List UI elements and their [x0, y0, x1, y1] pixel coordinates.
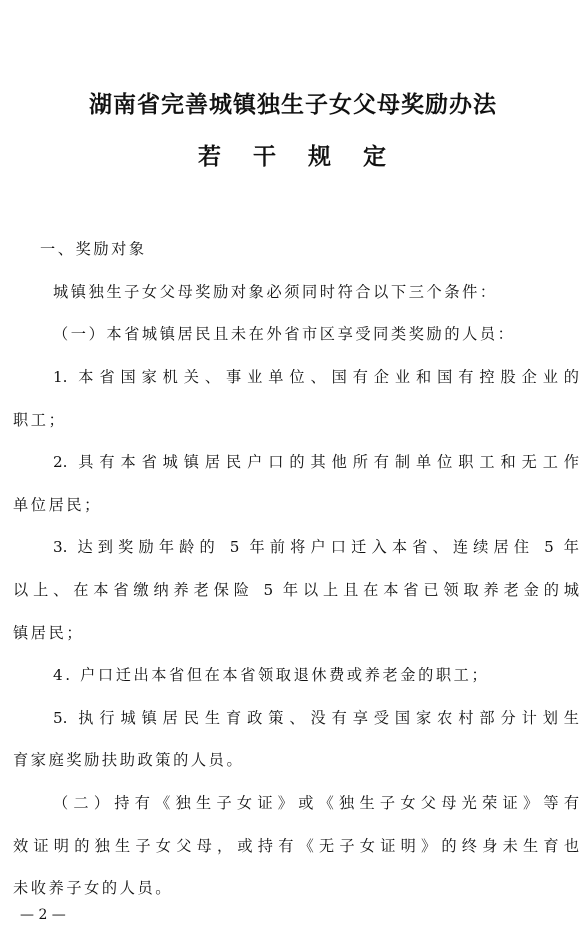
paragraph-line: 未收养子女的人员。 [13, 879, 174, 897]
paragraph-line: 单位居民； [13, 496, 102, 514]
paragraph-line: 镇居民； [13, 624, 85, 642]
list-item-2: 2. 具有本省城镇居民户口的其他所有制单位职工和无工作 [53, 453, 579, 471]
paragraph-line: 城镇独生子女父母奖励对象必须同时符合以下三个条件： [53, 283, 498, 301]
document-title: 湖南省完善城镇独生子女父母奖励办法 [89, 92, 497, 118]
condition-heading-1: （一）本省城镇居民且未在外省市区享受同类奖励的人员： [53, 325, 516, 343]
page-number: — 2 — [20, 907, 66, 923]
list-item-3: 3. 达到奖励年龄的 5 年前将户口迁入本省、连续居住 5 年 [53, 538, 579, 556]
paragraph-line: 以上、在本省缴纳养老保险 5 年以上且在本省已领取养老金的城 [13, 581, 579, 599]
paragraph-line: 效证明的独生子女父母，或持有《无子女证明》的终身未生育也 [13, 837, 579, 855]
list-item-1: 1. 本省国家机关、事业单位、国有企业和国有控股企业的 [53, 368, 579, 386]
document-subtitle: 若干规定 [198, 144, 418, 170]
paragraph-line: 职工； [13, 411, 67, 429]
section-heading-reward-targets: 一、奖励对象 [40, 240, 147, 258]
condition-heading-2: （二）持有《独生子女证》或《独生子女父母光荣证》等有 [53, 794, 579, 812]
list-item-5: 5. 执行城镇居民生育政策、没有享受国家农村部分计划生 [53, 709, 579, 727]
paragraph-line: 育家庭奖励扶助政策的人员。 [13, 751, 245, 769]
list-item-4: 4. 户口迁出本省但在本省领取退休费或养老金的职工； [53, 666, 490, 684]
